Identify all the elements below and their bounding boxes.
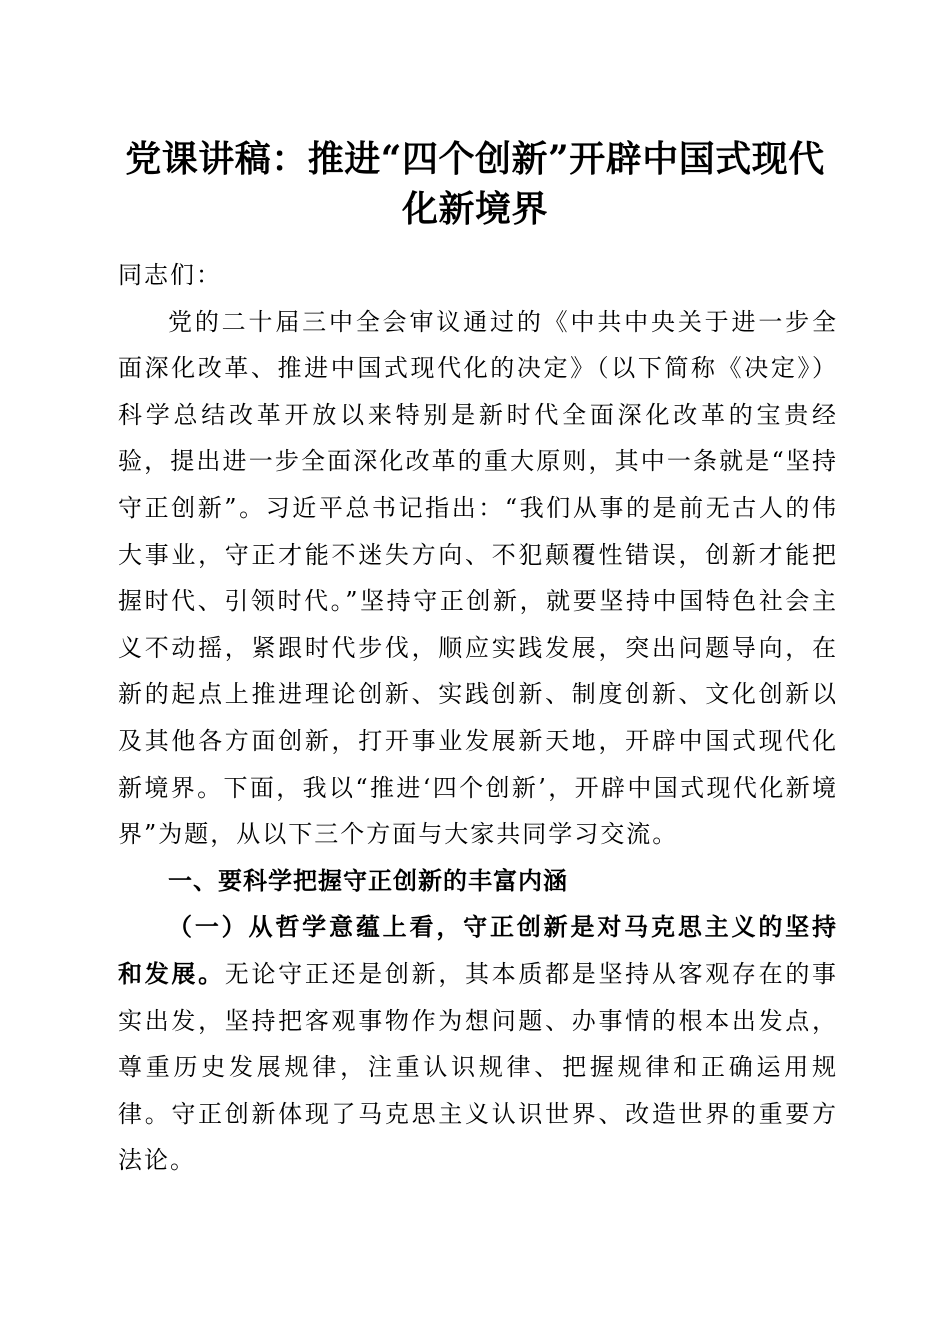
intro-paragraph: 党的二十届三中全会审议通过的《中共中央关于进一步全面深化改革、推进中国式现代化的决定》（以下简称《决定》）科学总结改革开放以来特别是新时代全面深化改革的宝贵经验，提出进一步全面深化改革的重大原则，其中一条就是“坚持守正创新”。习近平总书记指出：“我们从事的是前无古人的伟大事业，守正才能不迷失方向、不犯颠覆性错误，创新才能把握时代、引领时代。”坚持守正创新，就要坚持中国特色社会主义不动摇，紧跟时代步伐，顺应实践发展，突出问题导向，在新的起点上推进理论创新、实践创新、制度创新、文化创新以及其他各方面创新，打开事业发展新天地，开辟中国式现代化新境界。下面，我以“推进‘四个创新’，开辟中国式现代化新境界”为题，从以下三个方面与大家共同学习交流。 [118, 307, 838, 849]
title-line-1: 党课讲稿：推进“四个创新”开辟中国式现代 [125, 138, 825, 180]
document-body [118, 252, 838, 1184]
subsection-1-paragraph [118, 904, 838, 1184]
section-1-heading: 一、要科学把握守正创新的丰富内涵 [168, 866, 568, 895]
subsection-1-text: 无论守正还是创新，其本质都是坚持从客观存在的事实出发，坚持把客观事物作为想问题、办事情的根本出发点，尊重历史发展规律，注重认识规律、把握规律和正确运用规律。守正创新体现了马克思主义认识世界、改造世界的重要方法论。 [118, 959, 839, 1175]
document-title [100, 134, 850, 234]
subsection-1-lead: （一）从哲学意蕴上看，守正创新是对马克思主义的坚持和发展。 [118, 912, 838, 988]
greeting: 同志们： [118, 261, 222, 289]
title-line-2: 化新境界 [401, 188, 548, 230]
